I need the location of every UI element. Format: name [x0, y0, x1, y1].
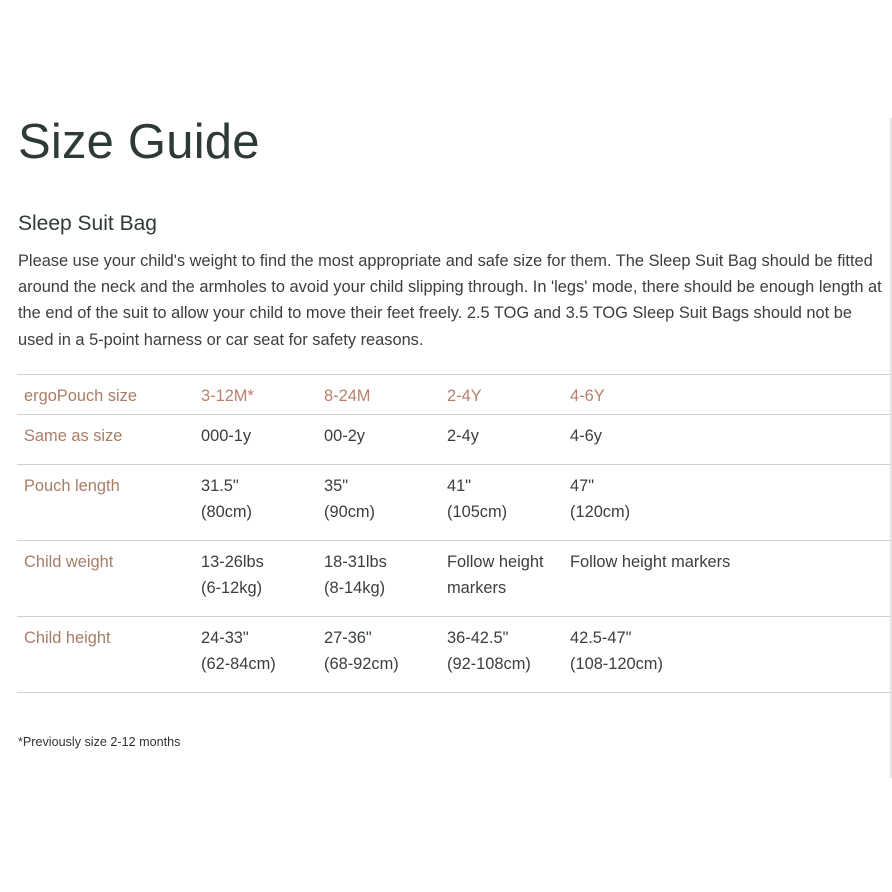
table-cell: [324, 541, 447, 617]
cell-line: (6-12kg): [201, 579, 263, 597]
cell-line: 2-4y: [447, 427, 479, 445]
table-cell: [570, 617, 890, 693]
table-cell: [324, 465, 447, 541]
cell-line: (90cm): [324, 503, 375, 521]
cell-line: 24-33": [201, 629, 249, 647]
cell-line: (80cm): [201, 503, 252, 521]
table-row: [17, 617, 890, 693]
cell-line: 41": [447, 477, 472, 495]
cell-line: (68-92cm): [324, 655, 399, 673]
header-size-3-12m: 3-12M*: [201, 387, 254, 405]
table-cell: [447, 541, 570, 617]
cell-line: 27-36": [324, 629, 372, 647]
intro-paragraph: Please use your child's weight to find the most appropriate and safe size for them. The Sleep Suit Bag should be fitted around the neck and the armholes to avoid your child slipping through. In 'legs' mode, there should be enough length at the end of the suit to allow your child to move their feet freely. 2.5 TOG and 3.5 TOG Sleep Suit Bags should not be used in a 5-point harness or car seat for safety reasons.: [18, 252, 882, 349]
cell-line: (62-84cm): [201, 655, 276, 673]
table-row: [17, 415, 890, 465]
table-cell: [324, 415, 447, 465]
size-guide-table: [17, 374, 890, 693]
cell-line: 00-2y: [324, 427, 366, 445]
footnote: *Previously size 2-12 months: [18, 735, 181, 749]
table-cell: [447, 465, 570, 541]
table-row: [17, 465, 890, 541]
header-label: ergoPouch size: [24, 387, 137, 405]
cell-line: (120cm): [570, 503, 631, 521]
cell-line: (92-108cm): [447, 655, 531, 673]
table-cell: [570, 465, 890, 541]
cell-line: 47": [570, 477, 595, 495]
cell-line: 000-1y: [201, 427, 252, 445]
header-size-4-6y: 4-6Y: [570, 387, 605, 405]
row-label-child-height: Child height: [24, 629, 111, 647]
cell-line: 13-26lbs: [201, 553, 264, 571]
page-title: Size Guide: [18, 115, 260, 169]
cell-line: 42.5-47": [570, 629, 632, 647]
cell-line: markers: [447, 579, 507, 597]
cell-line: 4-6y: [570, 427, 602, 445]
table-cell: [324, 617, 447, 693]
header-size-2-4y: 2-4Y: [447, 387, 482, 405]
row-label-pouch-length: Pouch length: [24, 477, 120, 495]
cell-line: Follow height: [447, 553, 544, 571]
section-title: Sleep Suit Bag: [18, 212, 157, 235]
cell-line: 35": [324, 477, 349, 495]
header-size-8-24m: 8-24M: [324, 387, 371, 405]
cell-line: (108-120cm): [570, 655, 663, 673]
table-cell: [201, 465, 324, 541]
cell-line: (105cm): [447, 503, 508, 521]
table-cell: [447, 415, 570, 465]
table-cell: [570, 541, 890, 617]
cell-line: Follow height markers: [570, 553, 731, 571]
table-cell: [570, 415, 890, 465]
cell-line: (8-14kg): [324, 579, 386, 597]
table-cell: [201, 617, 324, 693]
table-header-row: [17, 375, 890, 415]
row-label-child-weight: Child weight: [24, 553, 114, 571]
table-cell: [201, 541, 324, 617]
cell-line: 18-31lbs: [324, 553, 387, 571]
row-label-same-as-size: Same as size: [24, 427, 123, 445]
table-cell: [447, 617, 570, 693]
cell-line: 31.5": [201, 477, 239, 495]
table-cell: [201, 415, 324, 465]
cell-line: 36-42.5": [447, 629, 509, 647]
table-row: [17, 541, 890, 617]
